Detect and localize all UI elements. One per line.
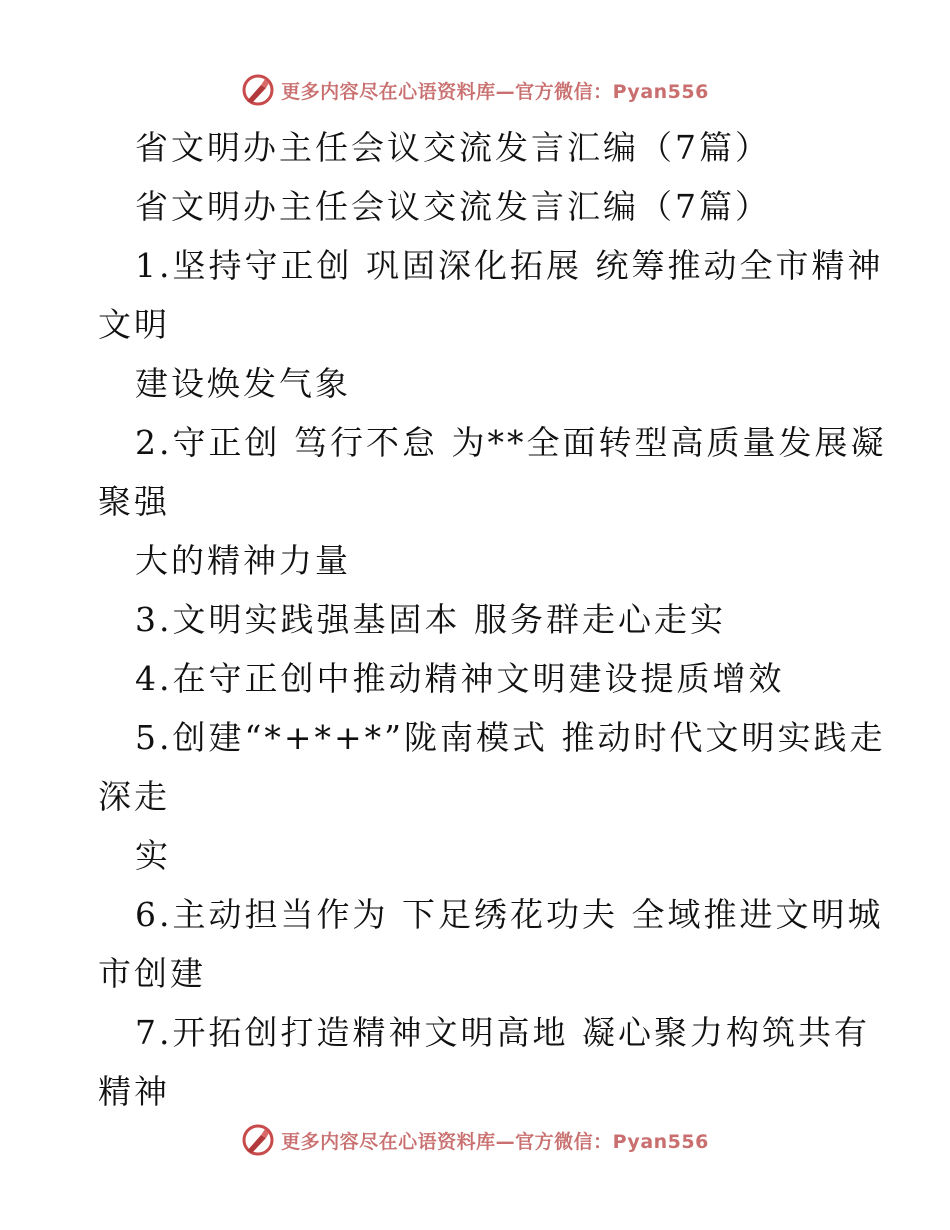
document-line: 3.文明实践强基固本 服务群走心走实 [135,600,726,639]
document-line: 精神 [98,1072,170,1111]
document-line: 聚强 [98,482,170,521]
watermark-group [241,1123,709,1157]
watermark-banner-top [0,70,950,110]
pen-logo-icon [241,73,275,107]
document-line: 实 [135,836,171,875]
document-line: 深走 [98,777,170,816]
watermark-text: 更多内容尽在心语资料库—官方微信：Pyan556 [281,80,709,103]
watermark-text: 更多内容尽在心语资料库—官方微信：Pyan556 [281,1130,709,1153]
pen-logo-icon [241,1123,275,1157]
document-line: 4.在守正创中推动精神文明建设提质增效 [135,659,785,698]
document-body [98,118,887,1121]
watermark-banner-bottom [0,1120,950,1160]
document-line: 省文明办主任会议交流发言汇编（7篇） [135,128,771,167]
document-line: 6.主动担当作为 下足绣花功夫 全域推进文明城 [135,895,884,934]
document-line: 5.创建“*+*+*”陇南模式 推动时代文明实践走 [135,718,886,757]
document-line: 市创建 [98,954,206,993]
document-line: 建设焕发气象 [135,364,351,403]
watermark-group [241,73,709,107]
document-line: 2.守正创 笃行不怠 为**全面转型高质量发展凝 [135,423,887,462]
document-line: 1.坚持守正创 巩固深化拓展 统筹推动全市精神 [135,246,884,285]
document-line: 省文明办主任会议交流发言汇编（7篇） [135,187,771,226]
document-line: 文明 [98,305,170,344]
document-line: 7.开拓创打造精神文明高地 凝心聚力构筑共有 [135,1013,870,1052]
document-line: 大的精神力量 [135,541,351,580]
